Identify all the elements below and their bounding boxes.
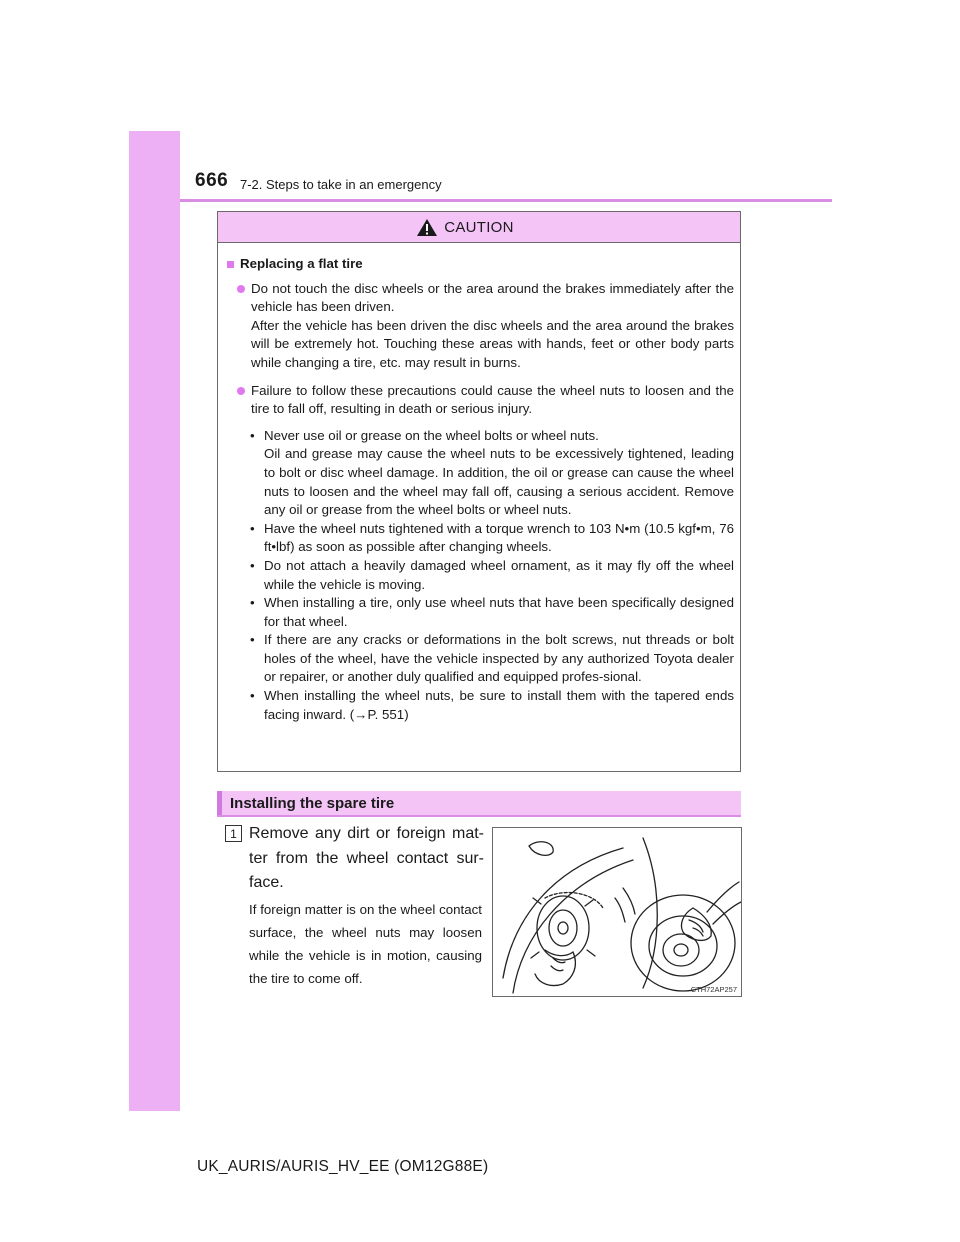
caution-heading xyxy=(226,255,734,274)
caution-heading-text: Replacing a flat tire xyxy=(240,256,363,271)
wheel-cleaning-drawing xyxy=(493,828,741,996)
header-divider xyxy=(180,199,832,202)
step-note: If foreign matter is on the wheel contact surface, the wheel nuts may loosen while the vehicle is in motion, causing the tire to come off. xyxy=(249,902,482,986)
caution-body xyxy=(218,243,740,724)
step-instruction: Remove any dirt or foreign mat-ter from the wheel contact sur-face. xyxy=(249,825,484,891)
warning-triangle-icon xyxy=(416,218,438,237)
caution-header xyxy=(218,212,740,243)
heading-accent xyxy=(217,791,222,815)
caution-point-text: Failure to follow these precautions could cause the wheel nuts to loosen and the tire to fall off, resulting in death or serious injury. xyxy=(251,382,734,417)
chapter-side-tab xyxy=(129,131,180,1111)
caution-point xyxy=(226,280,734,373)
section-heading-bar xyxy=(217,791,741,817)
list-item-text: When installing the wheel nuts, be sure to install them with the tapered ends facing inward. (→P. 551) xyxy=(264,688,734,722)
figure-code: CTH72AP257 xyxy=(690,985,737,994)
list-item-text: If there are any cracks or deformations in the bolt screws, nut threads or bolt holes of the wheel, have the vehicle inspected by any authorized Toyota dealer or repairer, or another duly qualified and equipped profes-sional. xyxy=(264,632,734,685)
footer-model-code: UK_AURIS/AURIS_HV_EE (OM12G88E) xyxy=(197,1158,489,1175)
caution-title: CAUTION xyxy=(444,218,514,236)
list-item: • If there are any cracks or deformations in the bolt screws, nut threads or bolt holes of the wheel, have the vehicle inspected by any authorized Toyota dealer or repairer, or another duly qualified and equipped profes-sional. xyxy=(250,631,734,687)
caution-point-text: After the vehicle has been driven the disc wheels and the area around the brakes will be extremely hot. Touching these areas with hands, feet or other body parts while changing a tire, etc. may result in burns. xyxy=(251,317,734,370)
caution-box xyxy=(217,211,741,772)
square-bullet-icon xyxy=(227,261,234,268)
wheel-cleaning-illustration xyxy=(492,827,742,997)
caution-point xyxy=(226,382,734,419)
list-item: • Never use oil or grease on the wheel bolts or wheel nuts. Oil and grease may cause the wheel nuts to be excessively tightened, leading to bolt or disc wheel damage. In addition, the oil or grease can cause the wheel nuts to loosen and the wheel may fall off, causing a serious accident. Remove any oil or grease from the wheel bolts or wheel nuts. xyxy=(250,427,734,520)
circle-bullet-icon xyxy=(237,285,245,293)
list-item-text: When installing a tire, only use wheel nuts that have been specifically designed for that wheel. xyxy=(264,595,734,629)
list-item-text: Never use oil or grease on the wheel bolts or wheel nuts. xyxy=(264,427,599,443)
list-item-text: Oil and grease may cause the wheel nuts to be excessively tightened, leading to bolt or disc wheel damage. In addition, the oil or grease can cause the wheel nuts to loosen and the wheel may fall off, causing a serious accident. Remove any oil or grease from the wheel bolts or wheel nuts. xyxy=(264,446,734,518)
list-item: • Do not attach a heavily damaged wheel ornament, as it may fly off the wheel while the vehicle is moving. xyxy=(250,557,734,594)
list-item: • When installing a tire, only use wheel nuts that have been specifically designed for that wheel. xyxy=(250,594,734,631)
caution-bullet-list xyxy=(250,427,734,725)
caution-point-text: Do not touch the disc wheels or the area around the brakes immediately after the vehicle has been driven. xyxy=(251,280,734,315)
circle-bullet-icon xyxy=(237,387,245,395)
step-number: 1 xyxy=(225,825,242,842)
section-heading: Installing the spare tire xyxy=(230,795,395,812)
section-title: 7-2. Steps to take in an emergency xyxy=(240,177,442,192)
page-number: 666 xyxy=(195,170,229,191)
list-item: • Have the wheel nuts tightened with a torque wrench to 103 N•m (10.5 kgf•m, 76 ft•lbf) as soon as possible after changing wheels. xyxy=(250,520,734,557)
list-item: • When installing the wheel nuts, be sure to install them with the tapered ends facing inward. (→P. 551) xyxy=(250,687,734,724)
list-item-text: Have the wheel nuts tightened with a torque wrench to 103 N•m (10.5 kgf•m, 76 ft•lbf) as soon as possible after changing wheels. xyxy=(264,520,734,555)
list-item-text: Do not attach a heavily damaged wheel ornament, as it may fly off the wheel while the vehicle is moving. xyxy=(264,557,734,592)
